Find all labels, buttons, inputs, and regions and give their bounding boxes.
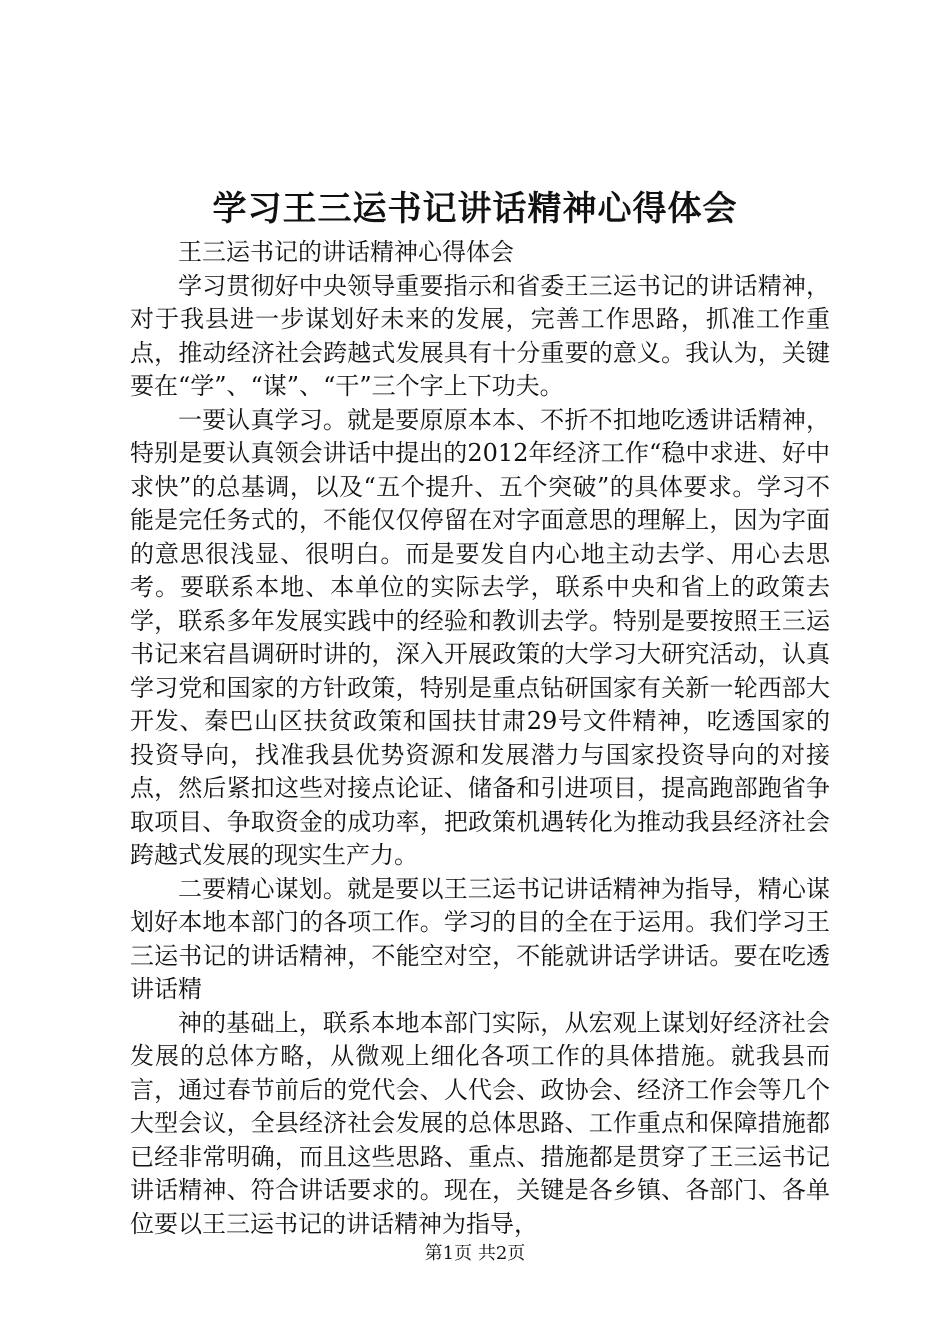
document-title: 学习王三运书记讲话精神心得体会	[212, 189, 738, 229]
document-body	[130, 236, 830, 1241]
page-footer: 第1页 共2页	[424, 1243, 526, 1264]
document-subtitle: 王三运书记的讲话精神心得体会	[178, 238, 514, 266]
paragraph-plan-continued: 神的基础上，联系本地本部门实际，从宏观上谋划好经济社会发展的总体方略，从微观上细化各项工作的具体措施。就我县而言，通过春节前后的党代会、人代会、政协会、经济工作会等几个大型会议，全县经济社会发展的总体思路、工作重点和保障措施都已经非常明确，而且这些思路、重点、措施都是贯穿了王三运书记讲话精神、符合讲话要求的。现在，关键是各乡镇、各部门、各单位要以王三运书记的讲话精神为指导，	[130, 1008, 830, 1238]
paragraph-study: 一要认真学习。就是要原原本本、不折不扣地吃透讲话精神，特别是要认真领会讲话中提出的2012年经济工作“稳中求进、好中求快”的总基调，以及“五个提升、五个突破”的具体要求。学习不能是完任务式的，不能仅仅停留在对字面意思的理解上，因为字面的意思很浅显、很明白。而是要发自内心地主动去学、用心去思考。要联系本地、本单位的实际去学，联系中央和省上的政策去学，联系多年发展实践中的经验和教训去学。特别是要按照王三运书记来宕昌调研时讲的，深入开展政策的大学习大研究活动，认真学习党和国家的方针政策，特别是重点钻研国家有关新一轮西部大开发、秦巴山区扶贫政策和国扶甘肃29号文件精神，吃透国家的投资导向，找准我县优势资源和发展潜力与国家投资导向的对接点，然后紧扣这些对接点论证、储备和引进项目，提高跑部跑省争取项目、争取资金的成功率，把政策机遇转化为推动我县经济社会跨越式发展的现实生产力。	[130, 405, 830, 869]
paragraph-plan: 二要精心谋划。就是要以王三运书记讲话精神为指导，精心谋划好本地本部门的各项工作。学习的目的全在于运用。我们学习王三运书记的讲话精神，不能空对空，不能就讲话学讲话。要在吃透讲话精	[130, 874, 830, 1003]
paragraph-intro: 学习贯彻好中央领导重要指示和省委王三运书记的讲话精神，对于我县进一步谋划好未来的发展，完善工作思路，抓准工作重点，推动经济社会跨越式发展具有十分重要的意义。我认为，关键要在“学”、“谋”、“干”三个字上下功夫。	[130, 271, 830, 400]
